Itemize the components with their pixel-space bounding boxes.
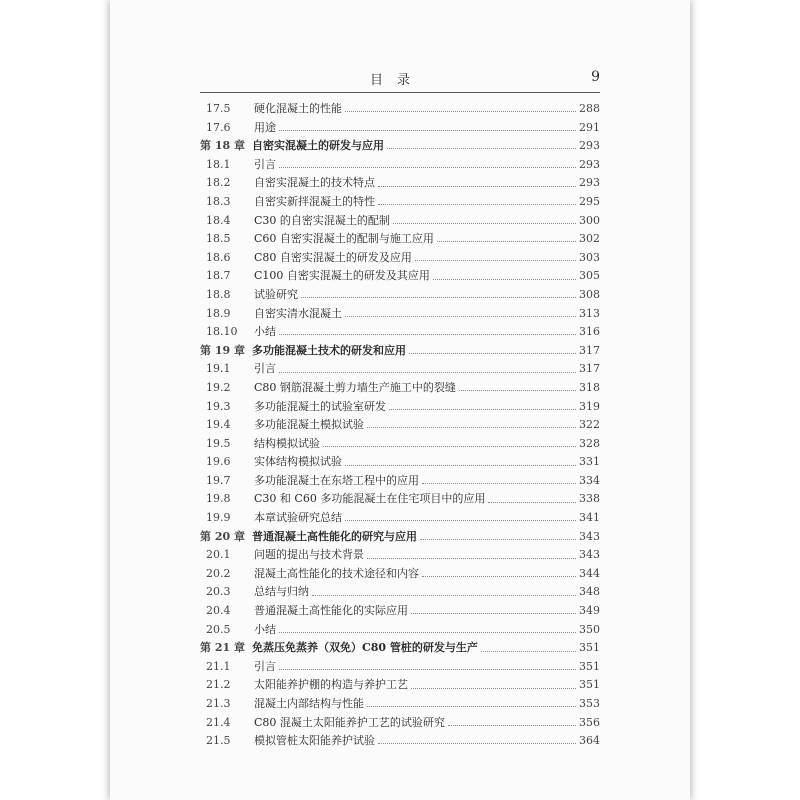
- entry-number: 19.1: [206, 362, 231, 376]
- toc-section-entry: [200, 100, 600, 119]
- entry-page: 293: [579, 176, 600, 190]
- toc-section-entry: [200, 398, 600, 417]
- dot-leader: [389, 408, 576, 410]
- dot-leader: [387, 147, 576, 149]
- entry-page: 328: [579, 436, 600, 450]
- dot-leader: [301, 296, 576, 298]
- page-number: 9: [591, 69, 600, 85]
- entry-title: 多功能混凝土技术的研发和应用: [252, 343, 406, 357]
- entry-number: 18.4: [206, 213, 231, 227]
- dot-leader: [279, 668, 576, 670]
- toc-section-entry: [200, 435, 600, 454]
- entry-page: 341: [579, 511, 600, 525]
- entry-page: 308: [579, 287, 600, 301]
- entry-page: 303: [579, 250, 600, 264]
- entry-number: 第 21 章: [200, 641, 245, 655]
- entry-number: 21.4: [206, 715, 231, 729]
- entry-page: 305: [579, 269, 600, 283]
- entry-page: 350: [579, 622, 600, 636]
- header-rule: [200, 92, 600, 93]
- entry-number: 19.5: [206, 436, 231, 450]
- entry-title: 自密实新拌混凝土的特性: [254, 194, 375, 208]
- entry-title: C80 混凝土太阳能养护工艺的试验研究: [254, 715, 445, 729]
- entry-page: 318: [579, 380, 600, 394]
- entry-page: 353: [579, 697, 600, 710]
- dot-leader: [422, 575, 576, 577]
- entry-number: 第 20 章: [200, 529, 245, 543]
- dot-leader: [411, 612, 576, 614]
- entry-title: 自密实清水混凝土: [254, 306, 342, 320]
- entry-page: 317: [579, 362, 600, 376]
- toc-section-entry: [200, 472, 600, 491]
- entry-title: 小结: [254, 622, 276, 636]
- dot-leader: [481, 650, 576, 652]
- toc-section-entry: [200, 267, 600, 286]
- entry-number: 17.6: [206, 120, 231, 134]
- dot-leader: [323, 445, 576, 447]
- dot-leader: [279, 631, 576, 633]
- entry-title: C60 自密实混凝土的配制与施工应用: [254, 232, 434, 246]
- entry-title: 引言: [254, 362, 276, 376]
- entry-page: 293: [579, 157, 600, 171]
- dot-leader: [279, 166, 576, 168]
- entry-title: 多功能混凝土的试验室研发: [254, 399, 386, 413]
- dot-leader: [279, 371, 576, 373]
- dot-leader: [312, 594, 576, 596]
- toc-section-entry: [200, 305, 600, 324]
- dot-leader: [367, 705, 576, 707]
- dot-leader: [279, 129, 576, 131]
- entry-title: 混凝土内部结构与性能: [254, 697, 364, 710]
- entry-number: 18.8: [206, 287, 231, 301]
- entry-number: 21.5: [206, 734, 231, 748]
- toc-section-entry: [200, 602, 600, 621]
- entry-title: 问题的提出与技术背景: [254, 548, 364, 562]
- entry-number: 19.9: [206, 511, 231, 525]
- toc-section-entry: [200, 453, 600, 472]
- entry-number: 21.3: [206, 697, 231, 710]
- toc-section-entry: [200, 714, 600, 733]
- entry-title: C100 自密实混凝土的研发及其应用: [254, 269, 430, 283]
- entry-page: 302: [579, 232, 600, 246]
- entry-page: 343: [579, 529, 600, 543]
- entry-number: 18.6: [206, 250, 231, 264]
- entry-page: 351: [579, 678, 600, 692]
- entry-title: 模拟管桩太阳能养护试验: [254, 734, 375, 748]
- entry-title: 引言: [254, 659, 276, 673]
- dot-leader: [420, 538, 576, 540]
- entry-number: 第 19 章: [200, 343, 245, 357]
- dot-leader: [378, 185, 576, 187]
- toc-section-entry: [200, 658, 600, 677]
- entry-page: 356: [579, 715, 600, 729]
- toc-section-entry: [200, 565, 600, 584]
- entry-page: 349: [579, 604, 600, 618]
- dot-leader: [367, 426, 576, 428]
- entry-page: 348: [579, 585, 600, 599]
- entry-number: 21.2: [206, 678, 231, 692]
- toc-section-entry: [200, 360, 600, 379]
- dot-leader: [409, 352, 576, 354]
- entry-page: 300: [579, 213, 600, 227]
- toc-chapter-entry: [200, 528, 600, 547]
- entry-page: 316: [579, 325, 600, 339]
- entry-number: 18.10: [206, 325, 238, 339]
- dot-leader: [345, 110, 576, 112]
- entry-title: 小结: [254, 325, 276, 339]
- toc-section-entry: [200, 676, 600, 695]
- entry-page: 313: [579, 306, 600, 320]
- entry-title: 结构模拟试验: [254, 436, 320, 450]
- entry-number: 第 18 章: [200, 139, 245, 153]
- entry-page: 322: [579, 418, 600, 432]
- entry-title: 普通混凝土高性能化的实际应用: [254, 604, 408, 618]
- toc-section-entry: [200, 546, 600, 565]
- dot-leader: [459, 389, 576, 391]
- entry-number: 20.4: [206, 604, 231, 618]
- entry-number: 20.5: [206, 622, 231, 636]
- entry-page: 364: [579, 734, 600, 748]
- toc-section-entry: [200, 732, 600, 751]
- entry-page: 338: [579, 492, 600, 506]
- entry-page: 291: [579, 120, 600, 134]
- entry-title: 免蒸压免蒸养（双免）C80 管桩的研发与生产: [252, 641, 478, 655]
- dot-leader: [433, 278, 576, 280]
- toc-section-entry: [200, 193, 600, 212]
- entry-title: 太阳能养护棚的构造与养护工艺: [254, 678, 408, 692]
- entry-page: 351: [579, 641, 600, 655]
- toc-section-entry: [200, 212, 600, 231]
- toc-section-entry: [200, 621, 600, 640]
- entry-title: 自密实混凝土的研发与应用: [252, 139, 384, 153]
- entry-number: 17.5: [206, 102, 231, 115]
- entry-title: 混凝土高性能化的技术途径和内容: [254, 566, 419, 580]
- entry-number: 19.8: [206, 492, 231, 506]
- entry-title: C30 和 C60 多功能混凝土在住宅项目中的应用: [254, 492, 486, 506]
- entry-title: 实体结构模拟试验: [254, 455, 342, 469]
- entry-number: 18.5: [206, 232, 231, 246]
- entry-page: 343: [579, 548, 600, 562]
- toc-section-entry: [200, 323, 600, 342]
- dot-leader: [378, 203, 576, 205]
- dot-leader: [367, 557, 576, 559]
- entry-page: 293: [579, 139, 600, 153]
- toc-section-entry: [200, 156, 600, 175]
- toc-section-entry: [200, 416, 600, 435]
- entry-number: 20.3: [206, 585, 231, 599]
- entry-title: 用途: [254, 120, 276, 134]
- entry-page: 331: [579, 455, 600, 469]
- header-title: 目录: [370, 73, 425, 88]
- entry-title: C30 的自密实混凝土的配制: [254, 213, 390, 227]
- dot-leader: [415, 259, 576, 261]
- dot-leader: [393, 222, 576, 224]
- entry-title: 总结与归纳: [254, 585, 309, 599]
- entry-page: 317: [579, 343, 600, 357]
- entry-page: 351: [579, 659, 600, 673]
- entry-title: 自密实混凝土的技术特点: [254, 176, 375, 190]
- toc-chapter-entry: [200, 137, 600, 156]
- toc-section-entry: [200, 286, 600, 305]
- entry-number: 20.1: [206, 548, 231, 562]
- entry-title: 多功能混凝土模拟试验: [254, 418, 364, 432]
- table-of-contents: [200, 100, 600, 751]
- dot-leader: [448, 724, 576, 726]
- toc-chapter-entry: [200, 342, 600, 361]
- entry-number: 18.7: [206, 269, 231, 283]
- toc-section-entry: [200, 379, 600, 398]
- entry-page: 344: [579, 566, 600, 580]
- entry-number: 19.3: [206, 399, 231, 413]
- entry-number: 18.1: [206, 157, 231, 171]
- dot-leader: [411, 687, 576, 689]
- toc-section-entry: [200, 119, 600, 138]
- entry-title: C80 自密实混凝土的研发及应用: [254, 250, 412, 264]
- entry-title: 本章试验研究总结: [254, 511, 342, 525]
- dot-leader: [437, 240, 576, 242]
- dot-leader: [422, 482, 576, 484]
- entry-number: 19.6: [206, 455, 231, 469]
- dot-leader: [345, 315, 576, 317]
- entry-title: 硬化混凝土的性能: [254, 102, 342, 115]
- page-header: [200, 69, 600, 89]
- entry-number: 19.4: [206, 418, 231, 432]
- entry-number: 20.2: [206, 566, 231, 580]
- dot-leader: [345, 464, 576, 466]
- entry-title: 试验研究: [254, 287, 298, 301]
- entry-title: 多功能混凝土在东塔工程中的应用: [254, 473, 419, 487]
- dot-leader: [279, 333, 576, 335]
- toc-section-entry: [200, 249, 600, 268]
- toc-section-entry: [200, 509, 600, 528]
- toc-chapter-entry: [200, 639, 600, 658]
- dot-leader: [378, 742, 576, 744]
- entry-number: 18.2: [206, 176, 231, 190]
- entry-title: 普通混凝土高性能化的研究与应用: [252, 529, 417, 543]
- entry-number: 18.3: [206, 194, 231, 208]
- entry-page: 295: [579, 194, 600, 208]
- entry-title: 引言: [254, 157, 276, 171]
- entry-page: 288: [579, 102, 600, 115]
- dot-leader: [345, 519, 576, 521]
- toc-section-entry: [200, 695, 600, 714]
- entry-page: 334: [579, 473, 600, 487]
- entry-number: 19.2: [206, 380, 231, 394]
- entry-number: 19.7: [206, 473, 231, 487]
- dot-leader: [488, 501, 576, 503]
- entry-page: 319: [579, 399, 600, 413]
- toc-section-entry: [200, 583, 600, 602]
- toc-section-entry: [200, 230, 600, 249]
- toc-section-entry: [200, 490, 600, 509]
- entry-number: 18.9: [206, 306, 231, 320]
- entry-title: C80 钢筋混凝土剪力墙生产施工中的裂缝: [254, 380, 456, 394]
- entry-number: 21.1: [206, 659, 231, 673]
- toc-section-entry: [200, 174, 600, 193]
